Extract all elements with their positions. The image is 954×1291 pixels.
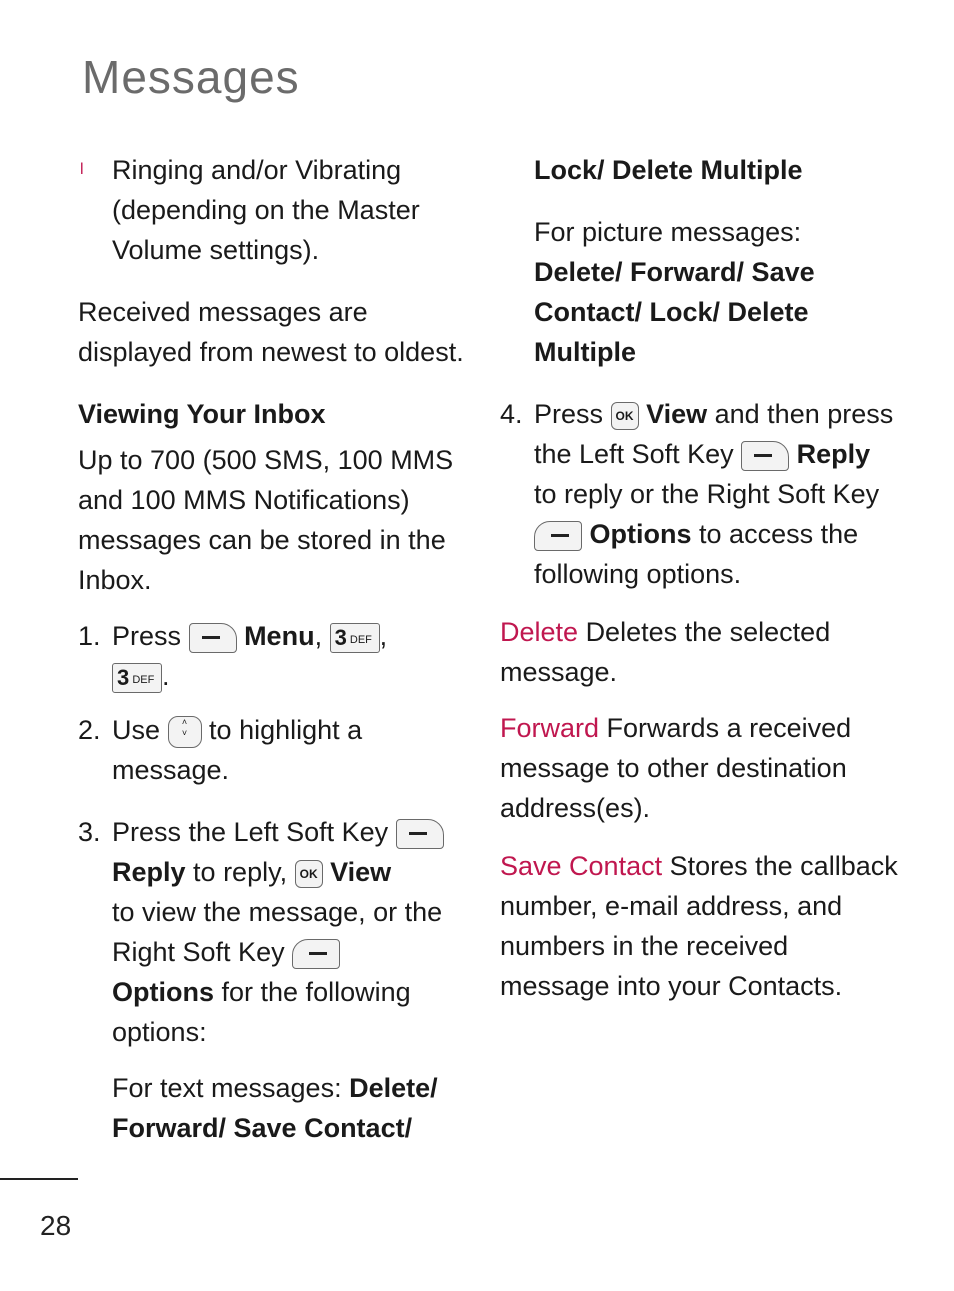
text-message-options <box>78 1068 473 1148</box>
text-messages-option-list-continued: Lock/ Delete Multiple <box>534 155 803 185</box>
key-3-def-icon <box>330 623 380 653</box>
step-text: Press the Left Soft Key <box>112 817 389 847</box>
step-text: to highlight a message. <box>112 715 363 785</box>
step-text: for the following options: <box>112 977 411 1047</box>
reply-label: Reply <box>112 857 186 887</box>
right-soft-key-icon <box>292 939 340 969</box>
option-forward <box>500 708 900 828</box>
step-text: and then press the Left Soft Key <box>534 399 894 469</box>
option-delete <box>500 612 900 692</box>
step-3 <box>78 812 473 1052</box>
text-messages-label: For text messages: <box>112 1073 342 1103</box>
key-letters: DEF <box>349 633 372 646</box>
ok-key-icon: OK <box>611 402 639 430</box>
navigation-key-icon <box>168 716 202 748</box>
nav-down-icon: ˅ <box>181 727 188 738</box>
step-text: to access the following options. <box>534 519 859 589</box>
bullet-text: Ringing and/or Vibrating (depending on the Master Volume settings). <box>112 155 420 265</box>
save-contact-term: Save Contact <box>500 851 663 881</box>
comma: , <box>379 621 388 651</box>
step-text: to reply, <box>193 857 288 887</box>
page-title: Messages <box>82 51 300 103</box>
step-text: Press <box>112 621 182 651</box>
received-order-text: Received messages are displayed from newest to oldest. <box>78 297 464 367</box>
step-number: 1. <box>78 621 101 651</box>
right-soft-key-icon <box>534 521 582 551</box>
left-soft-key-icon <box>189 623 237 653</box>
nav-up-icon: ˄ <box>181 716 188 727</box>
comma: , <box>314 621 323 651</box>
ok-key-icon: OK <box>295 860 323 888</box>
step-2 <box>78 710 473 790</box>
step-1 <box>78 616 473 696</box>
text-messages-option-list: Delete/ Forward/ Save Contact/ <box>112 1073 438 1143</box>
picture-messages-label: For picture messages: <box>534 217 802 247</box>
view-label: View <box>330 857 392 887</box>
section-heading-viewing-inbox: Viewing Your Inbox <box>78 399 326 429</box>
step-text: Press <box>534 399 604 429</box>
step-text: to view the message, or the Right Soft Key <box>112 897 443 967</box>
left-soft-key-icon <box>741 441 789 471</box>
step-number: 2. <box>78 715 101 745</box>
right-column <box>500 150 900 1006</box>
step-text: to reply or the Right Soft Key <box>534 479 880 509</box>
step-text: Use <box>112 715 161 745</box>
key-letters: DEF <box>132 673 155 686</box>
bullet-marker: l <box>80 161 84 178</box>
left-column <box>78 150 473 1148</box>
save-contact-description: Stores the callback number, e-mail address, and numbers in the received message into your Contacts. <box>500 851 898 1001</box>
step-4 <box>500 394 900 594</box>
options-label: Options <box>112 977 214 1007</box>
step-number: 4. <box>500 399 523 429</box>
picture-message-options <box>500 212 900 372</box>
forward-term: Forward <box>500 713 600 743</box>
left-soft-key-icon <box>396 819 444 849</box>
menu-label: Menu <box>244 621 315 651</box>
step-number: 3. <box>78 817 101 847</box>
view-label: View <box>646 399 708 429</box>
option-save-contact <box>500 846 900 1006</box>
bullet-item <box>78 150 473 270</box>
period: . <box>162 661 170 691</box>
key-digit: 3 <box>334 624 347 650</box>
reply-label: Reply <box>796 439 871 469</box>
options-label: Options <box>589 519 692 549</box>
delete-term: Delete <box>500 617 579 647</box>
picture-messages-option-list: Delete/ Forward/ Save Contact/ Lock/ Delete Multiple <box>534 257 815 367</box>
key-digit: 3 <box>117 664 130 690</box>
footer-divider <box>0 1178 78 1180</box>
page-number: 28 <box>40 1210 72 1241</box>
delete-description: Deletes the selected message. <box>500 617 831 687</box>
key-3-def-icon <box>112 663 162 693</box>
inbox-capacity-text: Up to 700 (500 SMS, 100 MMS and 100 MMS Notifications) messages can be stored in the Inbox. <box>78 445 454 595</box>
forward-description: Forwards a received message to other destination address(es). <box>500 713 852 823</box>
